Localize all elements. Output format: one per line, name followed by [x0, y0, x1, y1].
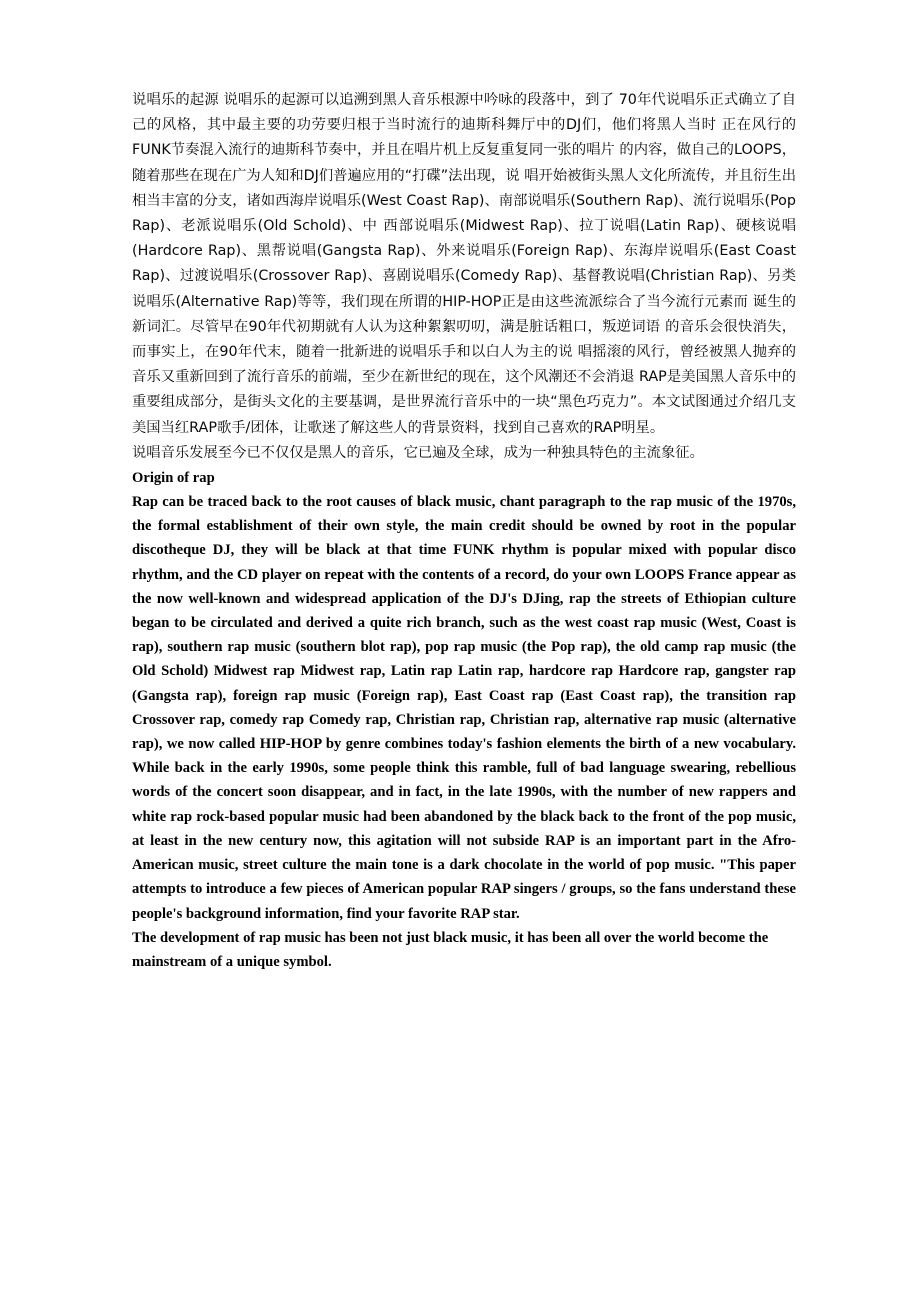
chinese-paragraph-1: 说唱乐的起源 说唱乐的起源可以追溯到黑人音乐根源中吟咏的段落中，到了 70年代说唱乐正式确立了自 己的风格，其中最主要的功劳要归根于当时流行的迪斯科舞厅中的DJ们，他们将黑人当时 正在风行的FUNK节奏混入流行的迪斯科节奏中，并且在唱片机上反复重复同一张的唱片 的内容，做自己的LOOPS，随着那些在现在广为人知和DJ们普遍应用的“打碟”法出现，说 唱开始被街头黑人文化所流传，并且衍生出相当丰富的分支，诸如西海岸说唱乐(West Coast Rap)、南部说唱乐(Southern Rap)、流行说唱乐(Pop Rap)、老派说唱乐(Old Schold)、中 西部说唱乐(Midwest Rap)、拉丁说唱(Latin Rap)、硬核说唱(Hardcore Rap)、黑帮说唱(Gangsta Rap)、外来说唱乐(Foreign Rap)、东海岸说唱乐(East Coast Rap)、过渡说唱乐(Crossover Rap)、喜剧说唱乐(Comedy Rap)、基督教说唱(Christian Rap)、另类说唱乐(Alternative Rap)等等，我们现在所谓的HIP-HOP正是由这些流派综合了当今流行元素而 诞生的新词汇。尽管早在90年代初期就有人认为这种絮絮叨叨，满是脏话粗口，叛逆词语 的音乐会很快消失，而事实上，在90年代末，随着一批新进的说唱乐手和以白人为主的说 唱摇滚的风行，曾经被黑人抛弃的音乐又重新回到了流行音乐的前端，至少在新世纪的现在，这个风潮还不会消退 RAP是美国黑人音乐中的重要组成部分，是街头文化的主要基调，是世界流行音乐中的一块“黑色巧克力”。本文试图通过介绍几支美国当红RAP歌手/团体，让歌迷了解这些人的背景资料，找到自己喜欢的RAP明星。	[132, 92, 796, 436]
document-text-body	[132, 88, 796, 974]
english-section-heading: Origin of rap	[132, 470, 215, 487]
chinese-section	[132, 88, 796, 466]
chinese-paragraph-2: 说唱音乐发展至今已不仅仅是黑人的音乐，它已遍及全球，成为一种独具特色的主流象征。	[132, 444, 704, 461]
english-paragraph-1: Rap can be traced back to the root causes of black music, chant paragraph to the rap music of the 1970s, the formal establishment of their own style, the main credit should be owned by root in the popular discotheque DJ, they will be black at that time FUNK rhythm is popular mixed with popular disco rhythm, and the CD player on repeat with the contents of a record, do your own LOOPS France appear as the now well-known and widespread application of the DJ's DJing, rap the streets of Ethiopian culture began to be circulated and derived a quite rich branch, such as the west coast rap music (West, Coast is rap), southern rap music (southern blot rap), pop rap music (the Pop rap), the old camp rap music (the Old Schold) Midwest rap Midwest rap, Latin rap Latin rap, hardcore rap Hardcore rap, gangster rap (Gangsta rap), foreign rap music (Foreign rap), East Coast rap (East Coast rap), the transition rap Crossover rap, comedy rap Comedy rap, Christian rap, Christian rap, alternative rap music (alternative rap), we now called HIP-HOP by genre combines today's fashion elements the birth of a new vocabulary. While back in the early 1990s, some people think this ramble, full of bad language swearing, rebellious words of the concert soon disappear, and in fact, in the late 1990s, with the number of new rappers and white rap rock-based popular music had been abandoned by the black back to the front of the pop music, at least in the new century now, this agitation will not subside RAP is an important part in the Afro-American music, street culture the main tone is a dark chocolate in the world of pop music. "This paper attempts to introduce a few pieces of American popular RAP singers / groups, so the fans understand these people's background information, find your favorite RAP star.	[132, 494, 796, 922]
english-paragraph-2: The development of rap music has been not just black music, it has been all over the world become the mainstream of a unique symbol.	[132, 929, 769, 970]
english-section	[132, 466, 796, 974]
